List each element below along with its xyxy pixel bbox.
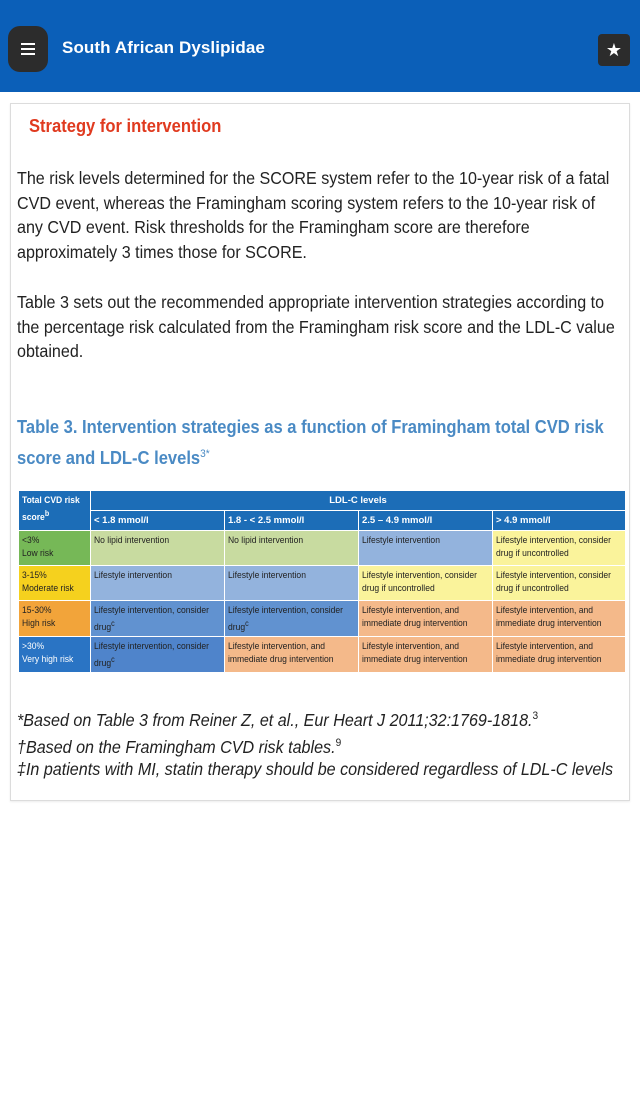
table-cell: Lifestyle intervention, and immediate drug intervention [493,637,626,673]
table-cell: Lifestyle intervention [91,566,225,601]
footnote-source: *Based on Table 3 from Reiner Z, et al., Eur Heart J 2011;32:1769-1818.$^3$ [17,709,539,730]
table-cell: No lipid intervention [91,531,225,566]
star-icon: ★ [605,40,623,60]
footnote-mi-statin: ‡In patients with MI, statin therapy should be considered regardless of LDL-C levels [17,759,614,779]
table-cell: Lifestyle intervention [359,531,493,566]
ldl-levels-header: LDL-C levels [91,491,626,511]
app-bar [0,0,640,92]
table-row [19,637,626,673]
hamburger-menu-icon [21,43,35,55]
table-row [19,531,626,566]
paragraph-score-vs-framingham: The risk levels determined for the SCORE system refer to the 10-year risk of a fatal CVD event, whereas the Framingham scoring system refers to the 10-year risk of any CVD event. Risk thresholds for the Framingham score are therefore approximately 3 times those for SCORE. [17,168,610,263]
risk-label-cell: >30% Very high risk [19,637,91,673]
table-cell: Lifestyle intervention, consider drug$^c$ [91,637,225,673]
risk-label-cell: <3% Low risk [19,531,91,566]
column-header: < 1.8 mmol/l [91,511,225,531]
column-header: > 4.9 mmol/l [493,511,626,531]
table-caption [17,414,624,472]
table-row [19,566,626,601]
table-cell: Lifestyle intervention, and immediate drug intervention [359,601,493,637]
corner-header: Total CVD risk score$^b$ [19,491,91,531]
section-heading: Strategy for intervention [29,116,222,136]
column-header: 1.8 - < 2.5 mmol/l [225,511,359,531]
table-caption-text: Table 3. Intervention strategies as a function of Framingham total CVD risk score and LDL-C levels [17,417,604,468]
table-row [19,601,626,637]
table-cell: Lifestyle intervention, consider drug if uncontrolled [493,531,626,566]
paragraph-table-intro: Table 3 sets out the recommended appropriate intervention strategies according to the percentage risk calculated from the Framingham risk score and the LDL-C value obtained. [17,292,615,362]
table-cell: Lifestyle intervention [225,566,359,601]
column-header: 2.5 – 4.9 mmol/l [359,511,493,531]
table-cell: Lifestyle intervention, consider drug$^c$ [225,601,359,637]
table-cell: Lifestyle intervention, consider drug$^c$ [91,601,225,637]
table-cell: Lifestyle intervention, consider drug if uncontrolled [359,566,493,601]
risk-label-cell: 3-15% Moderate risk [19,566,91,601]
table-caption-ref: 3* [200,448,210,460]
table-cell: Lifestyle intervention, consider drug if uncontrolled [493,566,626,601]
table-cell: Lifestyle intervention, and immediate drug intervention [493,601,626,637]
table-cell: No lipid intervention [225,531,359,566]
table-cell: Lifestyle intervention, and immediate drug intervention [225,637,359,673]
favorite-button[interactable] [598,34,630,66]
table-cell: Lifestyle intervention, and immediate drug intervention [359,637,493,673]
content-card [10,103,630,801]
app-title: South African Dyslipidae [62,38,265,57]
intervention-table [18,490,626,673]
menu-button[interactable] [8,26,48,72]
footnote-framingham: †Based on the Framingham CVD risk tables.$^9$ [17,736,342,757]
risk-label-cell: 15-30% High risk [19,601,91,637]
